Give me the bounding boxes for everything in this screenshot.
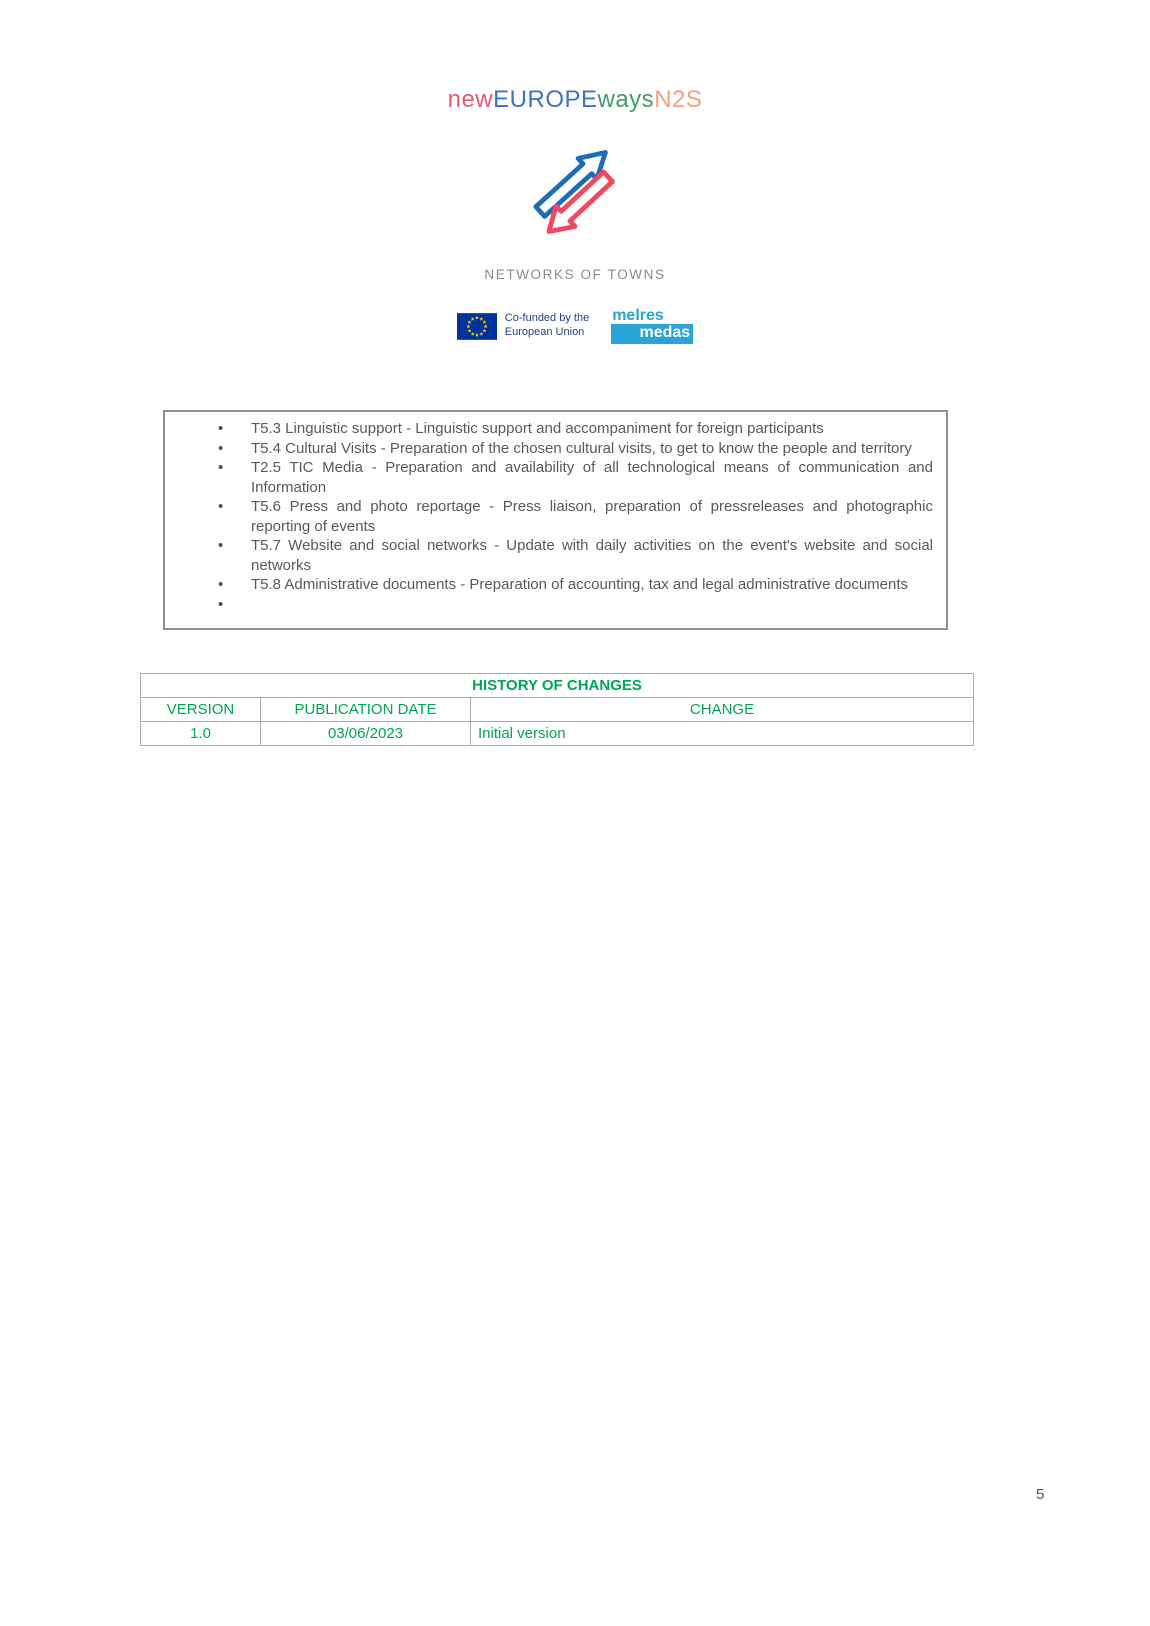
task-item-t5-8: • T5.8 Administrative documents - Preparation of accounting, tax and legal administrative documents xyxy=(218,575,933,595)
eu-funding-badge xyxy=(457,312,589,340)
eu-flag-icon xyxy=(457,313,497,340)
task-item-empty xyxy=(218,595,933,615)
eu-funding-label-line1: Co-funded by the xyxy=(504,312,590,325)
cell-version: 1.0 xyxy=(141,722,261,746)
table-title: HISTORY OF CHANGES xyxy=(141,674,974,698)
logo-caption: NETWORKS OF TOWNS xyxy=(484,267,666,282)
table-title-row xyxy=(141,674,974,698)
task-box xyxy=(163,410,948,630)
page-number: 5 xyxy=(1036,1486,1045,1503)
eu-funding-label xyxy=(505,312,589,340)
partner-logo xyxy=(611,308,693,344)
wordmark-segment-europe: EUROPE xyxy=(493,86,598,113)
history-table xyxy=(140,673,974,746)
task-list xyxy=(173,419,933,614)
table-row xyxy=(141,722,974,746)
network-arrows-logo xyxy=(0,142,1150,247)
column-header-version: VERSION xyxy=(141,698,261,722)
network-arrows-icon xyxy=(516,142,634,242)
column-header-publication-date: PUBLICATION DATE xyxy=(261,698,471,722)
table-header-row xyxy=(141,698,974,722)
task-item-t5-6: • T5.6 Press and photo reportage - Press liaison, preparation of pressreleases and photographic reporting of events xyxy=(218,497,933,536)
task-item-t5-3: • T5.3 Linguistic support - Linguistic support and accompaniment for foreign participants xyxy=(218,419,933,439)
cell-change: Initial version xyxy=(471,722,974,746)
column-header-change: CHANGE xyxy=(471,698,974,722)
partner-logo-word1: melres xyxy=(612,307,664,324)
eu-funding-label-line2: European Union xyxy=(504,326,585,338)
wordmark-segment-n2s: N2S xyxy=(654,86,703,113)
task-item-t5-7: • T5.7 Website and social networks - Update with daily activities on the event's website and social networks xyxy=(218,536,933,575)
task-item-t5-4: • T5.4 Cultural Visits - Preparation of the chosen cultural visits, to get to know the people and territory xyxy=(218,439,933,459)
logos-row xyxy=(0,308,1150,344)
wordmark xyxy=(0,0,1150,114)
task-item-t2-5: • T2.5 TIC Media - Preparation and availability of all technological means of communication and Information xyxy=(218,458,933,497)
cell-publication-date: 03/06/2023 xyxy=(261,722,471,746)
wordmark-segment-ways: ways xyxy=(597,86,655,113)
wordmark-segment-new: new xyxy=(447,86,494,113)
partner-logo-word2: medas xyxy=(611,324,693,344)
